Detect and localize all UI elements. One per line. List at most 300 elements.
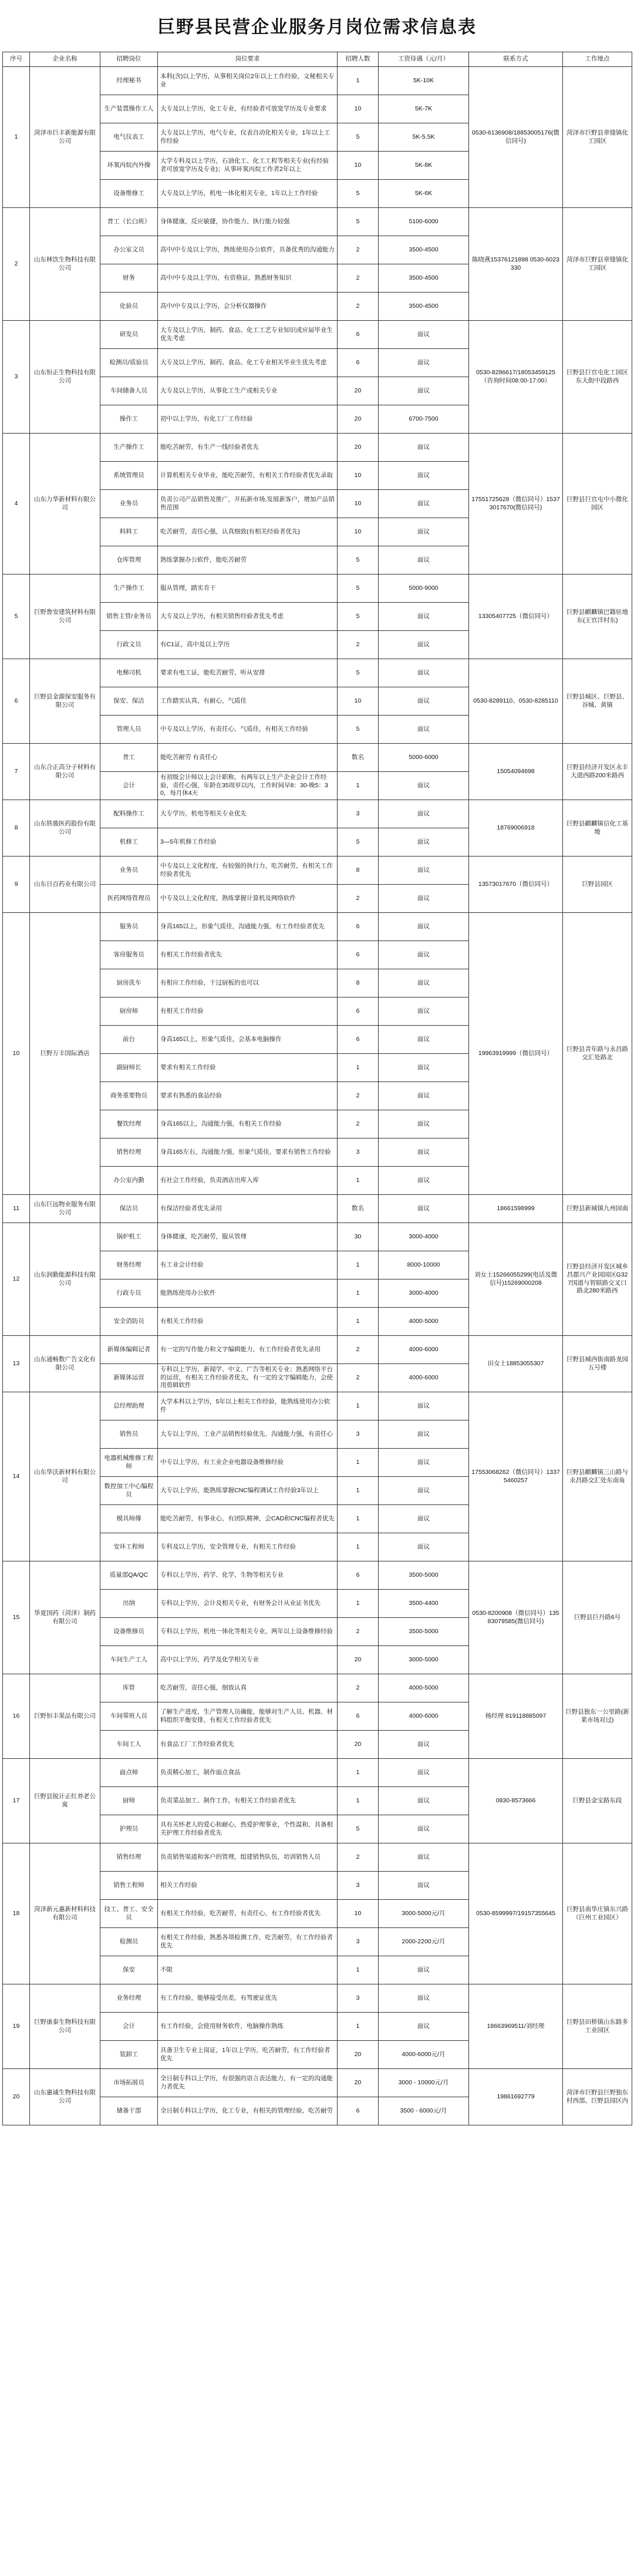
job-post: 销售经理: [100, 1843, 158, 1872]
salary: 面议: [379, 1843, 469, 1872]
job-post: 会计: [100, 772, 158, 800]
salary: 5K-10K: [379, 67, 469, 95]
work-location: 巨野县城区、巨野县、谷城、黄镇: [563, 659, 632, 744]
work-location: 巨野县金宝路东段: [563, 1759, 632, 1843]
headcount: 2: [338, 885, 379, 913]
salary: 4000-5000: [379, 1674, 469, 1702]
job-requirement: 大专及以上学历，电气专业，仪表自动化相关专业，1年以上工作经验: [158, 123, 338, 152]
contact-info: 0830-8573666: [469, 1759, 563, 1843]
company-name: 华夏国药（菏泽）制药有限公司: [30, 1561, 100, 1674]
salary: 面议: [379, 603, 469, 631]
job-post: 生产操作工: [100, 575, 158, 603]
job-requirement: 不限: [158, 1956, 338, 1984]
headcount: 数名: [338, 744, 379, 772]
work-location: 巨野县独东一公里路(新莱市场对过): [563, 1674, 632, 1759]
salary: 面议: [379, 631, 469, 659]
job-requirement: 能吃苦耐劳，有生产一线经验者优先: [158, 434, 338, 462]
work-location: 巨野县麒麟镇信化工基地: [563, 800, 632, 857]
job-post: 餐饮经理: [100, 1110, 158, 1138]
job-post: 保洁员: [100, 1195, 158, 1223]
job-post: 储备干部: [100, 2097, 158, 2125]
headcount: 5: [338, 716, 379, 744]
contact-info: 13305407725（微信同号）: [469, 575, 563, 659]
table-row: [3, 659, 632, 687]
table-row: [3, 67, 632, 95]
job-requirement: 大专及以上学历，机电一体化相关专业，1年以上工作经验: [158, 180, 338, 208]
salary: 面议: [379, 1984, 469, 2013]
company-name: 菏泽新元惠新材料科技有限公司: [30, 1843, 100, 1984]
serial-number: 12: [3, 1223, 30, 1336]
headcount: 6: [338, 998, 379, 1026]
company-name: 山东润勤能源科技有限公司: [30, 1223, 100, 1336]
salary: 面议: [379, 659, 469, 687]
job-post: 安环工程师: [100, 1533, 158, 1561]
headcount: 1: [338, 1392, 379, 1420]
salary: 4000-6000: [379, 1336, 469, 1364]
headcount: 1: [338, 1505, 379, 1533]
work-location: 菏泽市巨野县巨野独东村西部，巨野县园区内: [563, 2069, 632, 2125]
salary: 面议: [379, 1420, 469, 1449]
salary: 面议: [379, 490, 469, 518]
headcount: 1: [338, 1590, 379, 1618]
headcount: 1: [338, 772, 379, 800]
job-post: 新媒体运营: [100, 1364, 158, 1392]
salary: 3500-4500: [379, 236, 469, 264]
job-post: 生产装置操作工人: [100, 95, 158, 123]
table-row: [3, 1392, 632, 1420]
contact-info: 19963919999（微信同号）: [469, 913, 563, 1195]
work-location: 巨野县麒麟镇三山路与永昌路交汇处东南角: [563, 1392, 632, 1561]
job-post: 生产操作工: [100, 434, 158, 462]
job-post: 模具师傅: [100, 1505, 158, 1533]
salary: 面议: [379, 1533, 469, 1561]
job-post: 设备维修工: [100, 180, 158, 208]
salary: 6700-7500: [379, 405, 469, 434]
table-row: [3, 575, 632, 603]
headcount: 5: [338, 180, 379, 208]
company-name: 山东铁骏医药股份有限公司: [30, 800, 100, 857]
job-post: 车间生产工人: [100, 1646, 158, 1674]
headcount: 1: [338, 1533, 379, 1561]
job-requirement: 高中/中专及以上学历，熟练使用办公软件，具备优秀的沟通能力: [158, 236, 338, 264]
job-requirement: 有相关工作经验，熟悉各项检测工作，吃苦耐劳，有工作经验者优先: [158, 1928, 338, 1956]
salary: 3500-5000: [379, 1618, 469, 1646]
headcount: 5: [338, 208, 379, 236]
salary: 3500-4500: [379, 264, 469, 293]
work-location: 巨野县城西街南路龙园五号楼: [563, 1336, 632, 1392]
header-cell: 序号: [3, 52, 30, 67]
job-post: 商务重要物员: [100, 1082, 158, 1110]
job-post: 保安: [100, 1956, 158, 1984]
job-requirement: 能吃苦耐劳，有事业心，有团队精神，会CAD和CNC编程者优先: [158, 1505, 338, 1533]
headcount: 1: [338, 1956, 379, 1984]
work-location: 巨野县巨官屯化工园区东大街中段路西: [563, 321, 632, 434]
headcount: 1: [338, 1054, 379, 1082]
salary: 3500-4400: [379, 1590, 469, 1618]
headcount: 20: [338, 2041, 379, 2069]
job-requirement: 3—5年机修工作经验: [158, 828, 338, 857]
header-cell: 招聘岗位: [100, 52, 158, 67]
salary: 面议: [379, 913, 469, 941]
job-post: 厨房师: [100, 998, 158, 1026]
contact-info: 17551725628（微信同号）15373017670(微信同号): [469, 434, 563, 575]
job-requirement: 有相关工作经验: [158, 998, 338, 1026]
job-post: 厨师: [100, 1787, 158, 1815]
salary: 5K-8K: [379, 152, 469, 180]
job-requirement: 计算机相关专业毕业，能吃苦耐劳，有相关工作经验者优先录取: [158, 462, 338, 490]
job-post: 车间工人: [100, 1731, 158, 1759]
job-requirement: 要求有电工证，能吃苦耐劳，听从安排: [158, 659, 338, 687]
headcount: 20: [338, 377, 379, 405]
table-body: [3, 67, 632, 2125]
headcount: 2: [338, 264, 379, 293]
job-post: 新媒体编辑记者: [100, 1336, 158, 1364]
job-post: 销售员: [100, 1420, 158, 1449]
job-post: 安全消防员: [100, 1308, 158, 1336]
salary: 4000-6000元/月: [379, 2041, 469, 2069]
salary: 3000-4000: [379, 1279, 469, 1308]
headcount: 10: [338, 152, 379, 180]
job-post: 销售工程师: [100, 1872, 158, 1900]
job-post: 办公室内勤: [100, 1167, 158, 1195]
contact-info: 15054094698: [469, 744, 563, 800]
serial-number: 4: [3, 434, 30, 575]
headcount: 1: [338, 1167, 379, 1195]
job-post: 系统管理员: [100, 462, 158, 490]
job-post: 护理员: [100, 1815, 158, 1843]
table-row: [3, 2069, 632, 2097]
salary: 面议: [379, 1449, 469, 1477]
job-post: 研发员: [100, 321, 158, 349]
headcount: 1: [338, 67, 379, 95]
job-requirement: 大专及以上学历，制药、食品、化工工艺专业知识或应届毕业生优先考虑: [158, 321, 338, 349]
headcount: 6: [338, 941, 379, 969]
headcount: 10: [338, 462, 379, 490]
salary: 面议: [379, 941, 469, 969]
job-post: 面点师: [100, 1759, 158, 1787]
contact-info: 17553068262（微信同号）13375460257: [469, 1392, 563, 1561]
headcount: 3: [338, 1138, 379, 1167]
work-location: 菏泽市巨野县章缝镇化工园区: [563, 67, 632, 208]
headcount: 2: [338, 293, 379, 321]
job-requirement: 能熟练使用办公软件: [158, 1279, 338, 1308]
job-post: 化验员: [100, 293, 158, 321]
contact-info: 0530-8286617/18053459125（咨询时间08:00-17:00）: [469, 321, 563, 434]
job-post: 出纳: [100, 1590, 158, 1618]
job-post: 车间带班人员: [100, 1702, 158, 1731]
table-row: [3, 1223, 632, 1251]
job-post: 业务员: [100, 857, 158, 885]
contact-info: 0530-8200908（微信同号）13583079585(微信同号): [469, 1561, 563, 1674]
job-requirement: 具备卫生专业上岗证，1年以上学历，吃苦耐劳，有工作经验者优先: [158, 2041, 338, 2069]
salary: 3000-4000: [379, 1223, 469, 1251]
job-requirement: 初中以上学历，有化工厂工作经验: [158, 405, 338, 434]
table-row: [3, 1561, 632, 1590]
job-post: 操作工: [100, 405, 158, 434]
salary: 面议: [379, 716, 469, 744]
contact-info: 18661598999: [469, 1195, 563, 1223]
job-requirement: 本科(含)以上学历，从事相关岗位2年以上工作经验，文秘相关专业: [158, 67, 338, 95]
salary: 面议: [379, 800, 469, 828]
headcount: 2: [338, 1674, 379, 1702]
salary: 面议: [379, 998, 469, 1026]
company-name: 山东林饮生物科技有限公司: [30, 208, 100, 321]
contact-info: 18663969511/刘经理: [469, 1984, 563, 2069]
salary: 2000-2200元/月: [379, 1928, 469, 1956]
work-location: 巨野县经济开发区永丰大道西路200米路西: [563, 744, 632, 800]
salary: 3000-5000元/月: [379, 1900, 469, 1928]
job-post: 行政专员: [100, 1279, 158, 1308]
header-cell: 工作地点: [563, 52, 632, 67]
headcount: 2: [338, 1618, 379, 1646]
headcount: 5: [338, 828, 379, 857]
headcount: 5: [338, 1815, 379, 1843]
job-requirement: 有相关工作经验者优先: [158, 941, 338, 969]
headcount: 2: [338, 1082, 379, 1110]
serial-number: 13: [3, 1336, 30, 1392]
job-requirement: 中专及以上文化程度，有较强的执行力，吃苦耐劳，有相关工作经验者优先: [158, 857, 338, 885]
headcount: 8: [338, 857, 379, 885]
salary: 面议: [379, 969, 469, 998]
job-requirement: 有相关工作经验，吃苦耐劳，有责任心，有工作经验者优先: [158, 1900, 338, 1928]
headcount: 6: [338, 2097, 379, 2125]
contact-info: 0530-8289110、0530-8285110: [469, 659, 563, 744]
company-name: 山东恒正生物科技有限公司: [30, 321, 100, 434]
salary: 8000-10000: [379, 1251, 469, 1279]
job-requirement: 身高165以上，沟通能力强，有相关工作经验: [158, 1110, 338, 1138]
headcount: 8: [338, 969, 379, 998]
job-post: 厨房洗车: [100, 969, 158, 998]
serial-number: 14: [3, 1392, 30, 1561]
job-post: 检测员/质验员: [100, 349, 158, 377]
job-requirement: 专科以上学历，机电一体化等相关专业，两年以上设备维修经验: [158, 1618, 338, 1646]
job-requirement: 有保洁经验者优先录用: [158, 1195, 338, 1223]
company-name: 山东力华新材料有限公司: [30, 434, 100, 575]
job-requirement: 有工业会计经验: [158, 1251, 338, 1279]
headcount: 1: [338, 1477, 379, 1505]
job-post: 车间储备人员: [100, 377, 158, 405]
job-requirement: 大专及以上学历，制药、食品、化工专业相关毕业生优先考虑: [158, 349, 338, 377]
work-location: 巨野县南华庄镇东兴路（巨州工业园区）: [563, 1843, 632, 1984]
table-row: [3, 321, 632, 349]
job-requirement: 相关工作经验: [158, 1872, 338, 1900]
job-requirement: 中专及以上文化程度，熟练掌握计算机及网络软件: [158, 885, 338, 913]
headcount: 30: [338, 1223, 379, 1251]
headcount: 5: [338, 575, 379, 603]
salary: 面议: [379, 1505, 469, 1533]
job-post: 办公室文员: [100, 236, 158, 264]
headcount: 20: [338, 434, 379, 462]
headcount: 20: [338, 1646, 379, 1674]
headcount: 6: [338, 321, 379, 349]
serial-number: 17: [3, 1759, 30, 1843]
table-row: [3, 1195, 632, 1223]
work-location: 巨野县新城镇九州园南: [563, 1195, 632, 1223]
salary: 面议: [379, 1477, 469, 1505]
headcount: 3: [338, 1928, 379, 1956]
company-name: 巨野恒丰果品有限公司: [30, 1674, 100, 1759]
salary: 面议: [379, 1759, 469, 1787]
salary: 面议: [379, 1787, 469, 1815]
headcount: 3: [338, 1984, 379, 2013]
company-name: 巨野鲁安建筑材料有限公司: [30, 575, 100, 659]
job-requirement: 要求有相关工作经验: [158, 1054, 338, 1082]
job-requirement: 大专以上学历，能熟练掌握CNC编程调试工作经验3年以上: [158, 1477, 338, 1505]
job-post: 医药网络管理员: [100, 885, 158, 913]
contact-info: 0530-8599997/19157355645: [469, 1843, 563, 1984]
job-post: 市场拓展员: [100, 2069, 158, 2097]
job-requirement: 吃苦耐劳，责任心强，认真细致(有相关经验者优先): [158, 518, 338, 546]
table-row: [3, 1759, 632, 1787]
salary: 5K-7K: [379, 95, 469, 123]
salary: 面议: [379, 1054, 469, 1082]
headcount: 1: [338, 1759, 379, 1787]
table-row: [3, 1984, 632, 2013]
serial-number: 8: [3, 800, 30, 857]
serial-number: 15: [3, 1561, 30, 1674]
header-cell: 联系方式: [469, 52, 563, 67]
job-post: 普工（长白班）: [100, 208, 158, 236]
headcount: 1: [338, 2013, 379, 2041]
contact-info: 杨经理 819118885097: [469, 1674, 563, 1759]
serial-number: 19: [3, 1984, 30, 2069]
job-requirement: 专科及以上学历，安全管理专业，有相关工作经验: [158, 1533, 338, 1561]
job-requirement: 有C1证，高中及以上学历: [158, 631, 338, 659]
headcount: 1: [338, 1308, 379, 1336]
serial-number: 16: [3, 1674, 30, 1759]
salary: 面议: [379, 321, 469, 349]
company-name: 菏泽市巨丰新能源有限公司: [30, 67, 100, 208]
headcount: 2: [338, 1110, 379, 1138]
table-row: [3, 208, 632, 236]
salary: 5K-5.5K: [379, 123, 469, 152]
work-location: 菏泽市巨野县章缝镇化工园区: [563, 208, 632, 321]
table-row: [3, 1674, 632, 1702]
contact-info: 田女士18853055307: [469, 1336, 563, 1392]
job-post: 保安、保洁: [100, 687, 158, 716]
headcount: 1: [338, 1251, 379, 1279]
work-location: 巨野县田桥镇山东路多工业园区: [563, 1984, 632, 2069]
salary: 3500 - 6000元/月: [379, 2097, 469, 2125]
job-requirement: 身体健康，反应敏捷，协作能力、执行能力较强: [158, 208, 338, 236]
salary: 面议: [379, 885, 469, 913]
serial-number: 10: [3, 913, 30, 1195]
job-requirement: 高中/中专及以上学历，会分析仪器操作: [158, 293, 338, 321]
salary: 3000-5000: [379, 1646, 469, 1674]
contact-info: 13573017670（微信同号）: [469, 857, 563, 913]
salary: 面议: [379, 1872, 469, 1900]
job-requirement: 负责公司产品销售及推广，开拓新市场,发展新客户，增加产品销售范围: [158, 490, 338, 518]
job-requirement: 专科以上学历，会计及相关专业，有财务会计从业证书优先: [158, 1590, 338, 1618]
salary: 面议: [379, 1167, 469, 1195]
headcount: 20: [338, 1731, 379, 1759]
headcount: 5: [338, 659, 379, 687]
job-post: 普工: [100, 744, 158, 772]
job-post: 机修工: [100, 828, 158, 857]
job-post: 经理秘书: [100, 67, 158, 95]
salary: 面议: [379, 1082, 469, 1110]
headcount: 6: [338, 349, 379, 377]
job-requirement: 大专及以上学历，从事化工生产或相关专业: [158, 377, 338, 405]
table-row: [3, 434, 632, 462]
job-requirement: 身体健康，吃苦耐劳，服从管理: [158, 1223, 338, 1251]
salary: 面议: [379, 434, 469, 462]
job-post: 数控加工中心编程员: [100, 1477, 158, 1505]
job-post: 质量部QA/QC: [100, 1561, 158, 1590]
headcount: 10: [338, 687, 379, 716]
job-requirement: 高中/中专及以上学历，有资格证，熟悉财务知识: [158, 264, 338, 293]
job-post: 库管: [100, 1674, 158, 1702]
headcount: 20: [338, 2069, 379, 2097]
company-name: 山东日百药业有限公司: [30, 857, 100, 913]
job-post: 检测员: [100, 1928, 158, 1956]
salary: 3000 - 10000元/月: [379, 2069, 469, 2097]
headcount: 10: [338, 95, 379, 123]
headcount: 2: [338, 236, 379, 264]
page-title: 巨野县民营企业服务月岗位需求信息表: [157, 18, 477, 37]
salary: 4000-6000: [379, 1702, 469, 1731]
job-requirement: 专科以上学历，新闻学、中文、广告等相关专业；熟悉网络平台的运营，有相关工作经验者优先，有一定的文字编辑能力，会使用剪辑软件: [158, 1364, 338, 1392]
job-requirement: 有工作经验，能够接受出差，有驾驶证优先: [158, 1984, 338, 2013]
table-row: [3, 1336, 632, 1364]
headcount: 6: [338, 1026, 379, 1054]
headcount: 2: [338, 1843, 379, 1872]
job-post: 电气仪表工: [100, 123, 158, 152]
salary: 面议: [379, 1815, 469, 1843]
serial-number: 7: [3, 744, 30, 800]
job-post: 销售主管/业务员: [100, 603, 158, 631]
headcount: 10: [338, 518, 379, 546]
job-requirement: 大专及以上学历，有相关销售经验者优先考虑: [158, 603, 338, 631]
work-location: 巨野县园区: [563, 857, 632, 913]
job-post: 业务经理: [100, 1984, 158, 2013]
job-requirement: 大专学历，机电等相关专业优先: [158, 800, 338, 828]
job-post: 电器机械维修工程师: [100, 1449, 158, 1477]
salary: 4000-5000: [379, 1308, 469, 1336]
contact-info: 陈晓燕15376121898 0530-6023330: [469, 208, 563, 321]
company-name: 巨野万丰国际酒店: [30, 913, 100, 1195]
job-post: 电梯司机: [100, 659, 158, 687]
salary: 5000-9000: [379, 575, 469, 603]
job-post: 会计: [100, 2013, 158, 2041]
company-name: 山东惠诚生物科技有限公司: [30, 2069, 100, 2125]
job-requirement: 大专以上学历，工业产品销售经验优先，沟通能力强，有责任心: [158, 1420, 338, 1449]
job-requirement: 负责销售渠道和客户的管理，组建销售队伍，培训销售人员: [158, 1843, 338, 1872]
salary: 面议: [379, 518, 469, 546]
headcount: 6: [338, 913, 379, 941]
job-requirement: 高中以上学历，药学及化学相关专业: [158, 1646, 338, 1674]
job-requirement: 服从管理，踏实肯干: [158, 575, 338, 603]
work-location: 巨野县麒麟镇巴籍驻地东(王官洋村东): [563, 575, 632, 659]
company-name: 巨野康泰生物科技有限公司: [30, 1984, 100, 2069]
work-location: 巨野县青年路与永昌路交汇处路北: [563, 913, 632, 1195]
salary: 面议: [379, 772, 469, 800]
job-requirement: 大学专科及以上学历，石油化工、化工工程等相关专业(有经验者可放宽学历及专业)；从事环氧丙烷工作者2年以上: [158, 152, 338, 180]
salary: 面议: [379, 462, 469, 490]
job-requirement: 身高165左右，沟通能力强，形象气质佳，要求有销售工作经验: [158, 1138, 338, 1167]
work-location: 巨野县巨丹路6号: [563, 1561, 632, 1674]
job-requirement: 了解生产进度，生产管理人员确能，能够对生产人员、机器、材料组织平衡安排，有相关工作经验者优先: [158, 1702, 338, 1731]
headcount: 6: [338, 1702, 379, 1731]
header-cell: 工资待遇（元/月）: [379, 52, 469, 67]
salary: 4000-6000: [379, 1364, 469, 1392]
header-row: [3, 52, 632, 67]
job-requirement: 身高165以上，形象气质佳，沟通能力强，有工作经验者优先: [158, 913, 338, 941]
salary: 面议: [379, 1026, 469, 1054]
salary: 面议: [379, 2013, 469, 2041]
salary: 面议: [379, 546, 469, 575]
job-post: 客房服务员: [100, 941, 158, 969]
